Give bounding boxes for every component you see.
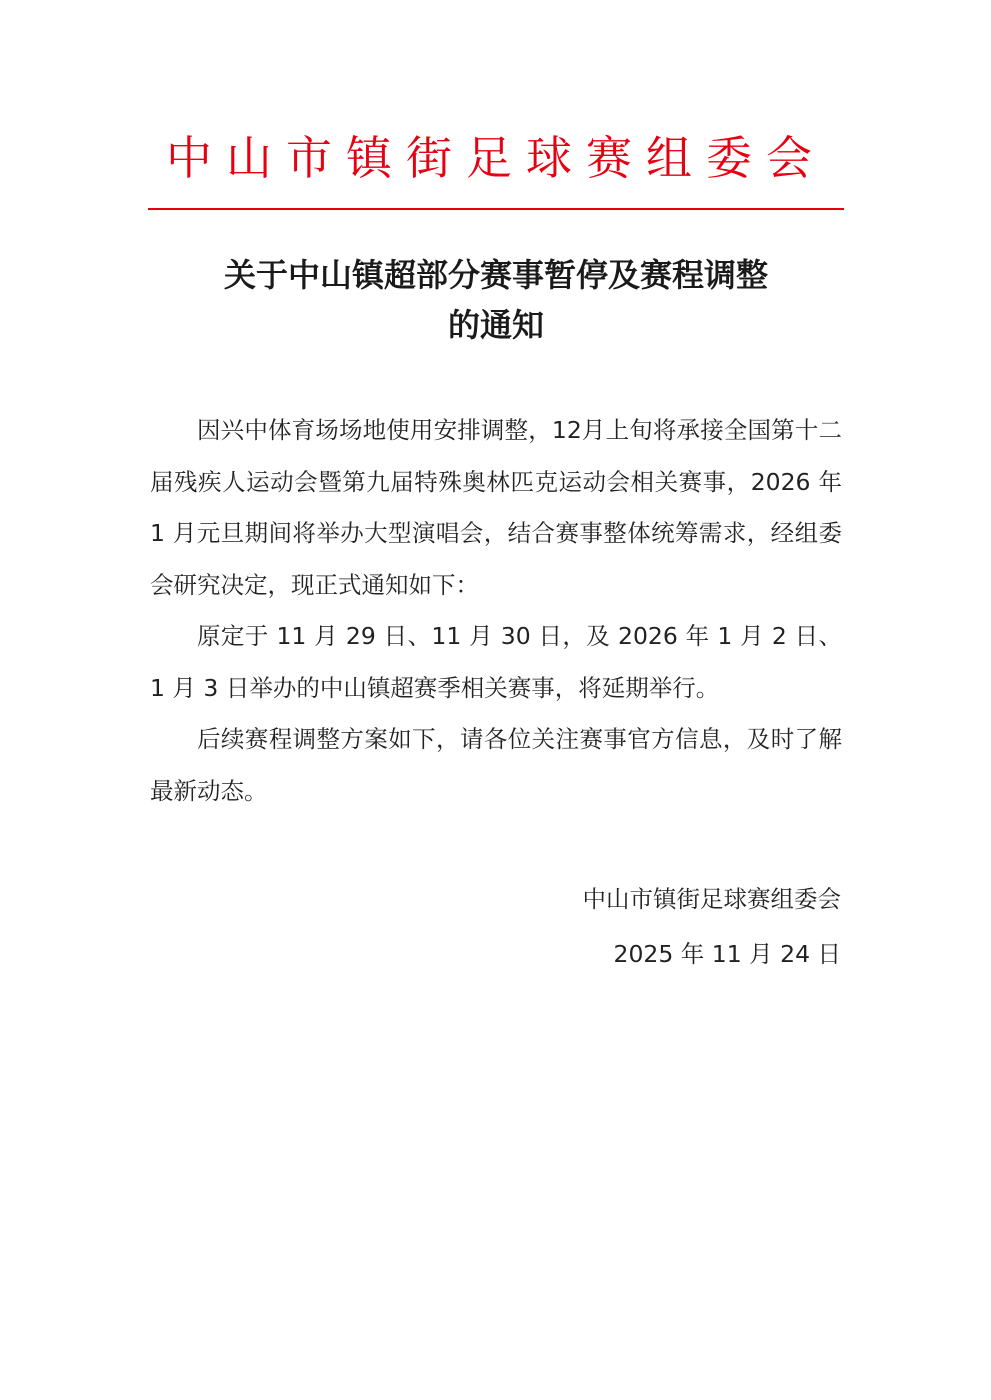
signature-block — [583, 872, 842, 982]
body-paragraph-2: 原定于 11 月 29 日、11 月 30 日，及 2026 年 1 月 2 日、1 月 3 日举办的中山镇超赛季相关赛事，将延期举行。 — [150, 622, 842, 702]
body-paragraph-1: 因兴中体育场场地使用安排调整，12月上旬将承接全国第十二届残疾人运动会暨第九届特殊奥林匹克运动会相关赛事，2026 年 1 月元旦期间将举办大型演唱会，结合赛事整体统筹需求，经组委会研究决定，现正式通知如下： — [150, 416, 842, 599]
notice-body — [150, 405, 842, 817]
notice-title-line-1: 关于中山镇超部分赛事暂停及赛程调整 — [223, 256, 768, 294]
red-divider-line — [148, 208, 844, 210]
signature-date: 2025 年 11 月 24 日 — [613, 940, 841, 968]
notice-title — [148, 250, 844, 350]
body-paragraph-3: 后续赛程调整方案如下，请各位关注赛事官方信息，及时了解最新动态。 — [150, 725, 842, 805]
notice-title-line-2: 的通知 — [447, 306, 544, 344]
signature-issuer: 中山市镇街足球赛组委会 — [582, 885, 841, 913]
organization-header: 中山市镇街足球赛组委会 — [166, 131, 826, 185]
